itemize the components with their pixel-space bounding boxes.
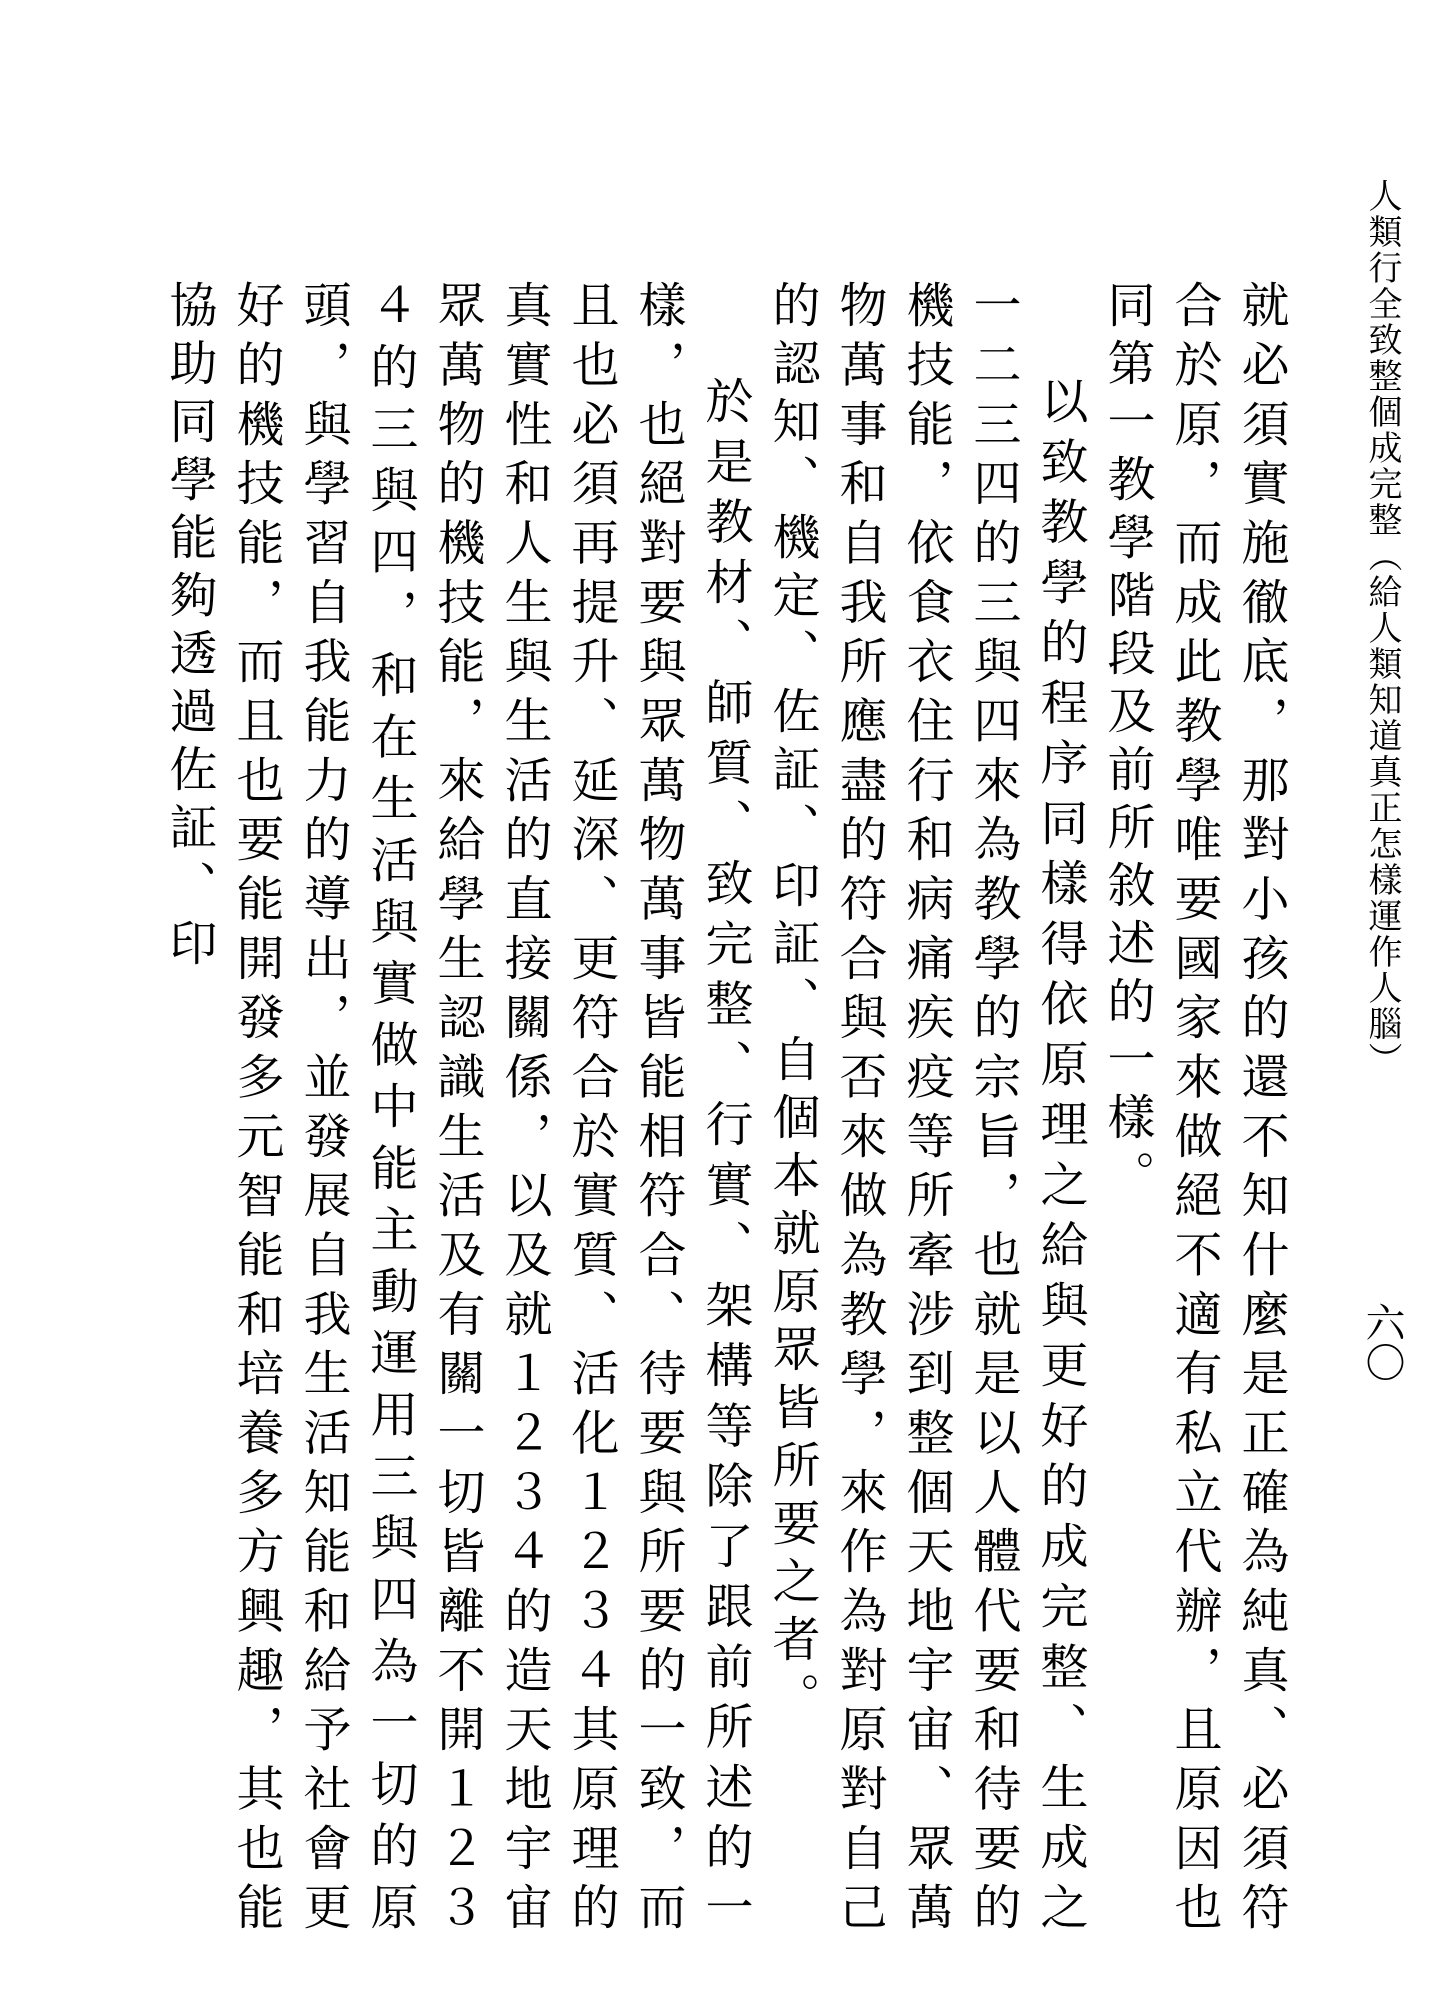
paragraph-1: 就必須實施徹底，那對小孩的還不知什麼是正確為純真、必須符合於原，而成此教學唯要國家來做絕不適有私立代辦，且原因也同第一教學階段及前所敘述的一樣。 [1099, 280, 1289, 1940]
paragraph-2: 以致教學的程序同樣得依原理之給與更好的成完整、生成之一二三四的三與四來為教學的宗旨，也就是以人體代要和待要的機技能，依食衣住行和病痛疾疫等所牽涉到整個天地宇宙、眾萬物萬事和自我所應盡的符合與否來做為教學，來作為對原對自己的認知、機定、佐証、印証、自個本就原眾皆所要之者。 [764, 280, 1088, 1940]
page-number: 六〇 [1359, 1302, 1405, 1382]
running-header: 人類行全致整個成完整（給人類知道真正怎樣運作人腦） [1362, 178, 1402, 1078]
paragraph-3: 於是教材、師質、致完整、行實、架構等除了跟前所述的一樣，也絕對要與眾萬物萬事皆能相符合、待要與所要的一致，而且也必須再提升、延深、更符合於實質、活化１２３４其原理的真實性和人生與生活的直接關係，以及就１２３４的造天地宇宙眾萬物的機技能，來給學生認識生活及有關一切皆離不開１２３４的三與四，和在生活與實做中能主動運用三與四為一切的原頭，與學習自我能力的導出，並發展自我生活知能和給予社會更好的機技能，而且也要能開發多元智能和培養多方興趣，其也能協助同學能夠透過佐証、印 [161, 280, 753, 1940]
body-text [155, 280, 1294, 1940]
